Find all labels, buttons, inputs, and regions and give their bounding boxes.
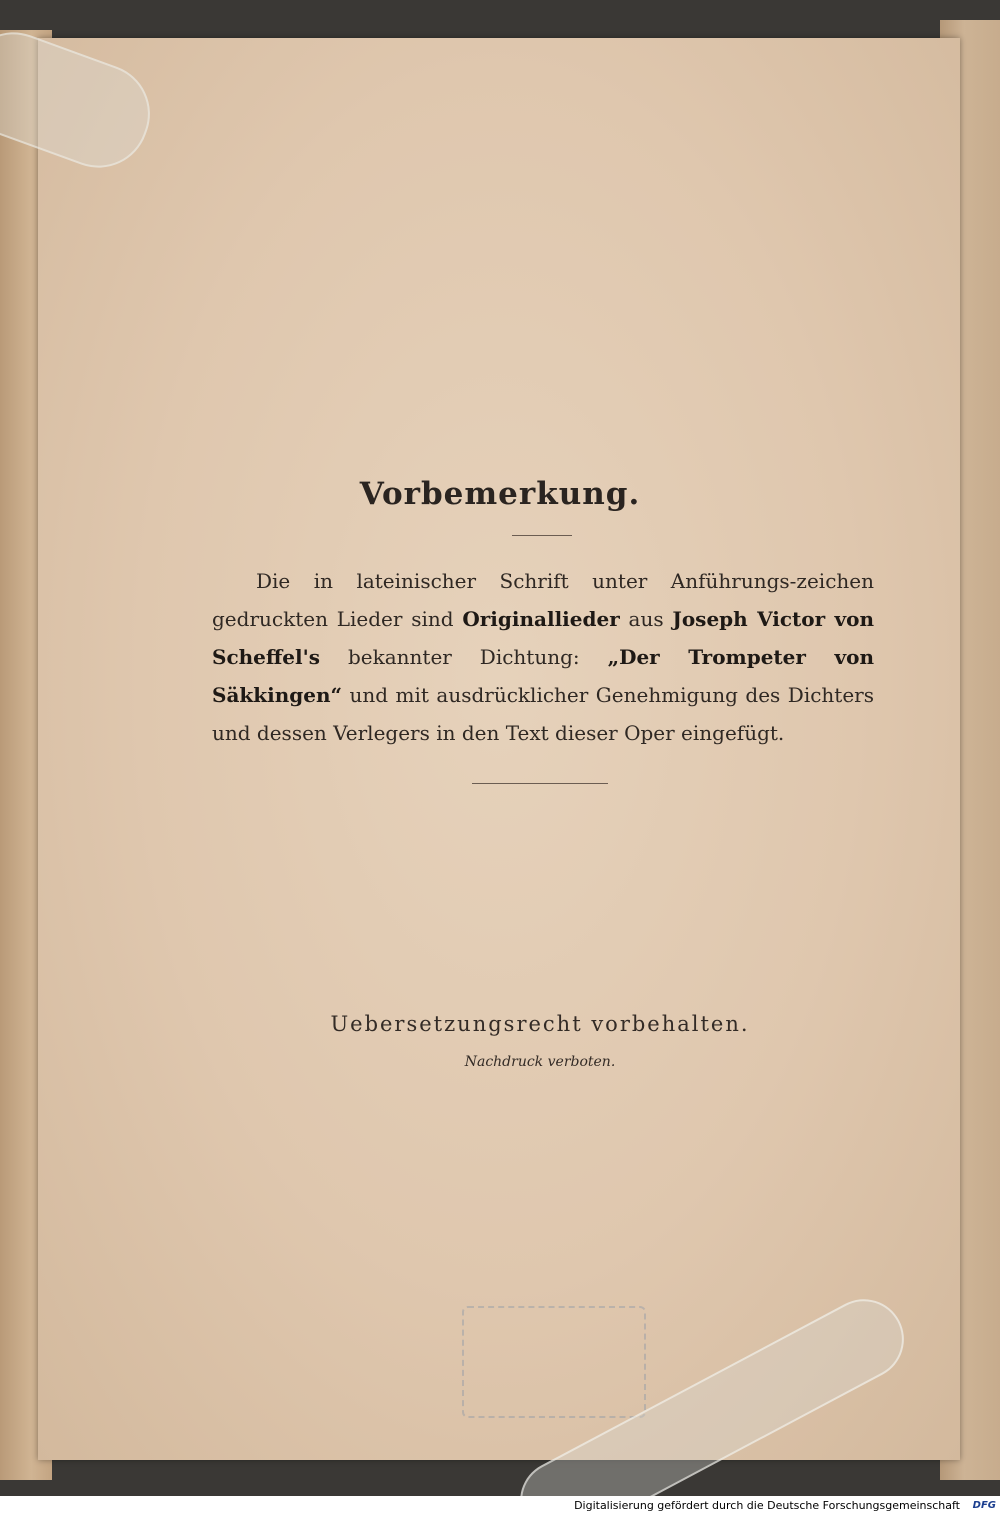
heading-divider (512, 535, 572, 536)
page-heading: Vorbemerkung. (359, 476, 641, 512)
paragraph-text-2: aus (619, 607, 673, 631)
paragraph-text-3: bekannter Dichtung: (320, 645, 608, 669)
dfg-logo: DFG (972, 1500, 996, 1511)
paragraph-bold-author: Joseph Victor von Scheffel's (212, 607, 875, 669)
section-divider (472, 783, 608, 784)
rights-notice: Uebersetzungsrecht vorbehalten. (330, 1012, 750, 1036)
preliminary-note-paragraph (212, 562, 874, 752)
funding-footer (0, 1496, 1000, 1518)
library-stamp (462, 1306, 646, 1418)
paragraph-text-1: Die in lateinischer Schrift unter Anführungs-zeichen gedruckten Lieder sind (212, 569, 874, 631)
reprint-notice: Nachdruck verboten. (464, 1054, 616, 1070)
paragraph-bold-title: „Der Trompeter von Säkkingen“ (212, 645, 874, 707)
funding-credit: Digitalisierung gefördert durch die Deutsche Forschungsgemeinschaft (574, 1499, 960, 1512)
paragraph-text-4: und mit ausdrücklicher Genehmigung des Dichters und dessen Verlegers in den Text dieser Oper eingefügt. (212, 683, 874, 745)
paragraph-bold-originallieder: Originallieder (462, 607, 620, 631)
